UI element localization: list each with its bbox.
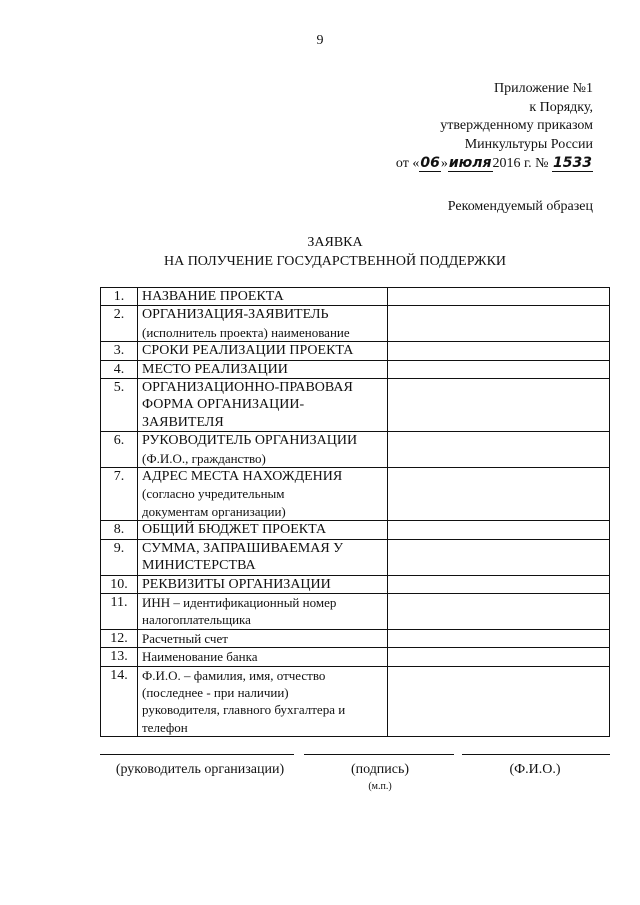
signature-line-head [100,754,294,755]
table-row [101,539,610,575]
row-number: 14. [101,666,138,737]
row-label-line: НАЗВАНИЕ ПРОЕКТА [142,289,284,304]
row-label [138,648,388,666]
table-row [101,666,610,737]
row-value-field[interactable] [388,539,610,575]
row-number: 3. [101,342,138,360]
row-label [138,575,388,593]
signature-line-name [462,754,610,755]
row-number: 5. [101,379,138,432]
table-row [101,521,610,539]
signature-line-sign [304,754,454,755]
application-table [100,287,610,737]
row-value-field[interactable] [388,432,610,468]
row-label-line: ОБЩИЙ БЮДЖЕТ ПРОЕКТА [142,522,327,538]
table-row [101,648,610,666]
row-value-field[interactable] [388,468,610,521]
row-label [138,360,388,378]
row-label-line: РУКОВОДИТЕЛЬ ОРГАНИЗАЦИИ [142,433,358,449]
row-label-line: Ф.И.О. – фамилия, имя, отчество [142,667,326,683]
row-number: 12. [101,629,138,647]
row-value-field[interactable] [388,629,610,647]
row-number: 10. [101,575,138,593]
row-value-field[interactable] [388,648,610,666]
row-label-line: ИНН – идентификационный номер [142,594,337,610]
row-number: 8. [101,521,138,539]
appendix-line2: к Порядку, [529,99,593,115]
stamp-label: (м.п.) [368,781,392,792]
signature-label-head: (руководитель организации) [115,762,285,777]
row-value-field[interactable] [388,306,610,342]
table-row [101,575,610,593]
row-number: 6. [101,432,138,468]
row-label-subline: документам организации) [142,503,286,519]
row-number: 2. [101,306,138,342]
row-number: 9. [101,539,138,575]
row-value-field[interactable] [388,593,610,629]
table-row [101,468,610,521]
page-number: 9 [316,33,324,48]
appendix-date-line [396,154,593,174]
sample-label: Рекомендуемый образец [447,199,593,214]
row-value-field[interactable] [388,360,610,378]
row-label-subline: (Ф.И.О., гражданство) [142,450,266,466]
row-label [138,342,388,360]
date-prefix: от « [395,156,420,171]
row-label-subline: (исполнитель проекта) наименование [142,324,350,340]
signature-label-sign: (подпись) [350,762,410,777]
row-value-field[interactable] [388,575,610,593]
row-number: 7. [101,468,138,521]
row-label [138,666,388,737]
row-label [138,306,388,342]
row-label-line: ФОРМА ОРГАНИЗАЦИИ- [142,397,305,413]
row-label [138,539,388,575]
row-label-line: (последнее - при наличии) [142,684,289,700]
row-value-field[interactable] [388,288,610,306]
row-label-line: налогоплательщика [142,612,251,628]
form-title-line1: ЗАЯВКА [307,235,363,250]
table-row [101,379,610,432]
date-day: 06 [420,155,440,171]
date-month: июля [448,155,492,171]
row-label-line: ЗАЯВИТЕЛЯ [142,414,224,430]
row-label [138,468,388,521]
table-row [101,288,610,306]
table-row [101,360,610,378]
row-label-line: Наименование банка [142,649,258,665]
row-value-field[interactable] [388,379,610,432]
date-year: 2016 г. № [492,156,549,171]
row-label [138,593,388,629]
row-label-subline: (согласно учредительным [142,486,285,502]
row-label-line: МЕСТО РЕАЛИЗАЦИИ [142,361,288,377]
row-number: 4. [101,360,138,378]
table-row [101,342,610,360]
row-label [138,379,388,432]
row-number: 13. [101,648,138,666]
row-label-line: СРОКИ РЕАЛИЗАЦИИ ПРОЕКТА [142,343,354,359]
row-label-line: МИНИСТЕРСТВА [142,558,256,574]
form-title-line2: НА ПОЛУЧЕНИЕ ГОСУДАРСТВЕННОЙ ПОДДЕРЖКИ [163,253,507,269]
appendix-line4: Минкультуры России [464,136,593,152]
row-value-field[interactable] [388,342,610,360]
appendix-header [396,80,593,174]
row-label [138,288,388,306]
order-number: 1533 [553,155,592,171]
table-row [101,593,610,629]
row-label-line: телефон [142,719,188,735]
row-number: 1. [101,288,138,306]
row-label-line: ОРГАНИЗАЦИЯ-ЗАЯВИТЕЛЬ [142,307,329,323]
row-label-line: руководителя, главного бухгалтера и [142,702,346,718]
appendix-line3: утвержденному приказом [440,118,593,133]
form-title [60,234,610,271]
signature-label-name: (Ф.И.О.) [509,762,561,777]
row-value-field[interactable] [388,521,610,539]
date-mid: » [440,156,448,171]
row-label-line: СУММА, ЗАПРАШИВАЕМАЯ У [142,540,344,556]
appendix-line1: Приложение №1 [494,81,593,96]
row-label [138,629,388,647]
row-label-line: АДРЕС МЕСТА НАХОЖДЕНИЯ [142,469,343,485]
row-label-line: ОРГАНИЗАЦИОННО-ПРАВОВАЯ [142,380,353,396]
table-row [101,629,610,647]
table-row [101,432,610,468]
row-label-line: Расчетный счет [142,630,228,646]
row-number: 11. [101,593,138,629]
table-row [101,306,610,342]
row-label-line: РЕКВИЗИТЫ ОРГАНИЗАЦИИ [142,576,331,592]
row-value-field[interactable] [388,666,610,737]
row-label [138,432,388,468]
row-label [138,521,388,539]
